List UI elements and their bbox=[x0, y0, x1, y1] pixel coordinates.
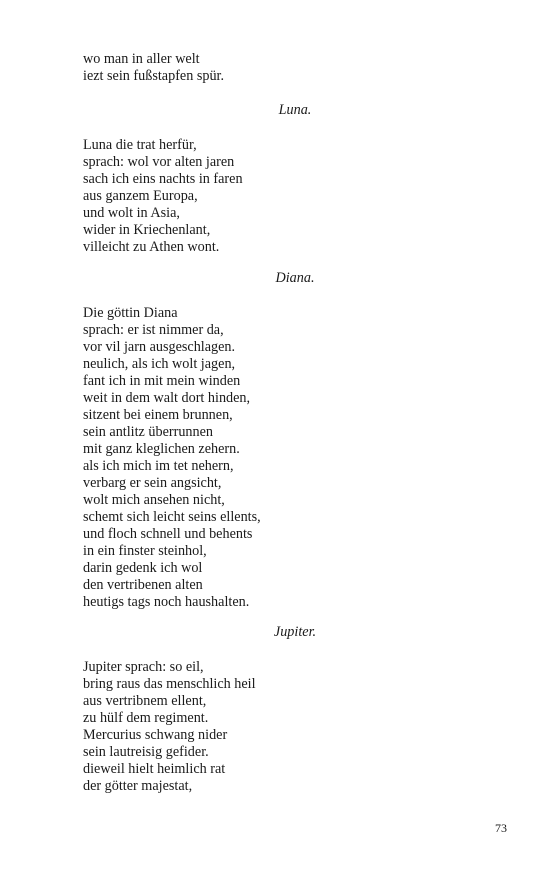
verse-line: vor vil jarn ausgeschlagen. bbox=[83, 339, 236, 355]
verse-line: Luna die trat herfür, bbox=[83, 137, 197, 153]
verse-line: sprach: wol vor alten jaren bbox=[83, 154, 235, 170]
verse-line: und floch schnell und behents bbox=[83, 526, 253, 542]
verse-line: als ich mich im tet nehern, bbox=[83, 458, 234, 474]
verse-line: neulich, als ich wolt jagen, bbox=[83, 356, 236, 372]
page-number: 73 bbox=[495, 821, 507, 835]
verse-line: und wolt in Asia, bbox=[83, 205, 180, 221]
speaker-heading-luna: Luna. bbox=[278, 102, 312, 118]
verse-line: dieweil hielt heimlich rat bbox=[83, 761, 226, 777]
verse-line: villeicht zu Athen wont. bbox=[83, 239, 220, 255]
verse-line: heutigs tags noch haushalten. bbox=[83, 594, 250, 610]
verse-line: bring raus das menschlich heil bbox=[83, 676, 256, 692]
verse-line: fant ich in mit mein winden bbox=[83, 373, 241, 389]
verse-line: schemt sich leicht seins ellents, bbox=[83, 509, 261, 525]
verse-line: Jupiter sprach: so eil, bbox=[83, 659, 204, 675]
verse-line: der götter majestat, bbox=[83, 778, 193, 794]
verse-line: weit in dem walt dort hinden, bbox=[83, 390, 251, 406]
verse-line: in ein finster steinhol, bbox=[83, 543, 207, 559]
verse-line: verbarg er sein angsicht, bbox=[83, 475, 222, 491]
verse-line: aus ganzem Europa, bbox=[83, 188, 198, 204]
verse-line: iezt sein fußstapfen spür. bbox=[83, 68, 225, 84]
verse-line: sein lautreisig gefider. bbox=[83, 744, 209, 760]
verse-line: zu hülf dem regiment. bbox=[83, 710, 209, 726]
verse-line: sprach: er ist nimmer da, bbox=[83, 322, 224, 338]
verse-line: wider in Kriechenlant, bbox=[83, 222, 211, 238]
verse-line: darin gedenk ich wol bbox=[83, 560, 203, 576]
verse-line: Die göttin Diana bbox=[83, 305, 178, 321]
speaker-heading-diana: Diana. bbox=[275, 270, 315, 286]
verse-line: wolt mich ansehen nicht, bbox=[83, 492, 225, 508]
verse-line: den vertribenen alten bbox=[83, 577, 203, 593]
verse-line: sach ich eins nachts in faren bbox=[83, 171, 243, 187]
speaker-heading-jupiter: Jupiter. bbox=[273, 624, 317, 640]
verse-line: aus vertribnem ellent, bbox=[83, 693, 207, 709]
verse-line: Mercurius schwang nider bbox=[83, 727, 228, 743]
verse-line: mit ganz kleglichen zehern. bbox=[83, 441, 240, 457]
verse-line: wo man in aller welt bbox=[83, 51, 200, 67]
verse-line: sein antlitz überrunnen bbox=[83, 424, 214, 440]
verse-line: sitzent bei einem brunnen, bbox=[83, 407, 233, 423]
